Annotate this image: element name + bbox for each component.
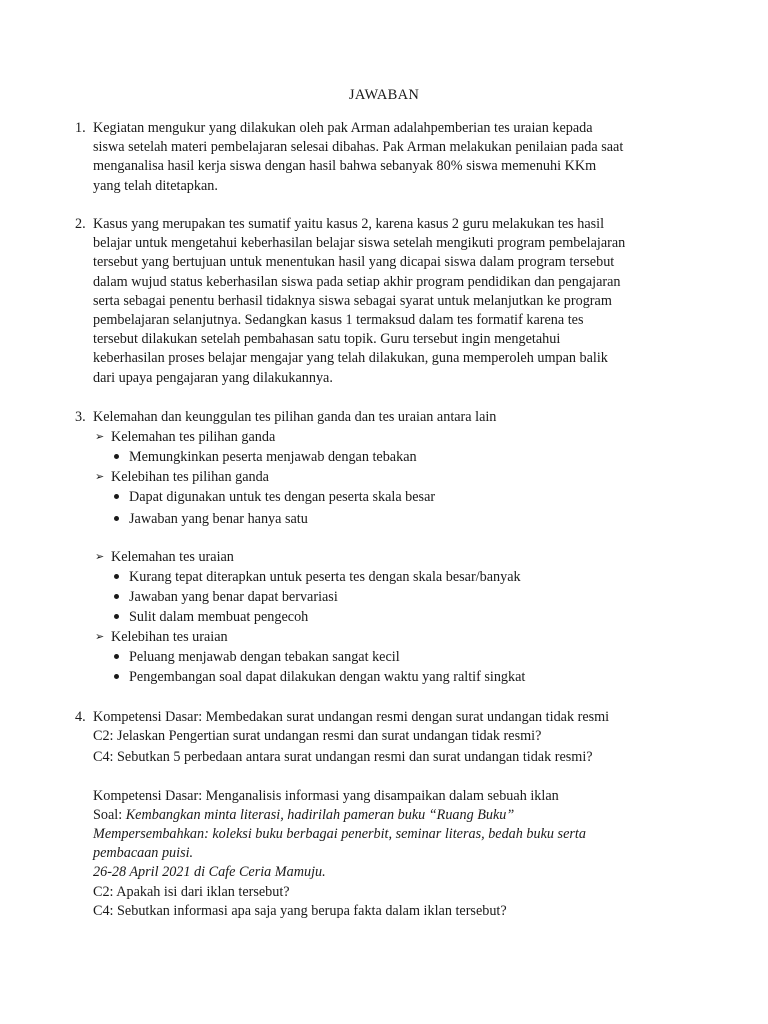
answer-number: 3.: [75, 409, 86, 425]
text-line: menganalisa hasil kerja siswa dengan hasil bahwa sebanyak 80% siswa memenuhi KKm: [93, 158, 597, 175]
subheading-essay-strength: [93, 627, 685, 647]
page-title: JAWABAN: [348, 87, 420, 103]
subheading-label: Kelemahan tes uraian: [111, 549, 234, 565]
arrow-bullet-icon: ➢: [95, 430, 105, 443]
text-line: belajar untuk mengetahui keberhasilan belajar siswa setelah mengikuti program pembelajaran: [93, 235, 626, 252]
list-item: Dapat digunakan untuk tes dengan peserta skala besar: [93, 487, 685, 507]
answer-number: 1.: [75, 120, 86, 136]
list-item: Jawaban yang benar hanya satu: [93, 509, 685, 529]
text-line: serta sebagai penentu berhasil tidaknya siswa sebagai syarat untuk melanjutkan ke program: [93, 292, 612, 309]
bullet-dot-icon: [114, 614, 119, 619]
text-line: pembelajaran selanjutnya. Sedangkan kasus 1 termaksud dalam tes formatif karena tes: [93, 312, 584, 329]
question-c4: C4: Sebutkan informasi apa saja yang berupa fakta dalam iklan tersebut?: [93, 902, 507, 919]
text-line: Kegiatan mengukur yang dilakukan oleh pak Arman adalahpemberian tes uraian kepada: [93, 120, 593, 136]
bullet-dot-icon: [114, 654, 119, 659]
text-line: siswa setelah materi pembelajaran selesai dibahas. Pak Arman melakukan penilaian pada saat: [93, 139, 624, 156]
subheading-mc-weakness: [93, 427, 685, 447]
italic-line: pembacaan puisi.: [93, 845, 194, 862]
text-line: yang telah ditetapkan.: [93, 177, 218, 194]
text-line: tersebut yang bertujuan untuk menentukan hasil yang dicapai siswa dalam program tersebut: [93, 254, 615, 271]
subheading-label: Kelebihan tes pilihan ganda: [111, 469, 269, 485]
subheading-essay-weakness: [93, 547, 685, 567]
answer-4: [75, 708, 685, 921]
answer-number: 2.: [75, 216, 86, 232]
answer-3: [75, 407, 685, 687]
subheading-mc-strength: [93, 467, 685, 487]
bullet-dot-icon: [114, 594, 119, 599]
soal-label: Soal:: [93, 806, 126, 823]
competency-line: Kompetensi Dasar: Membedakan surat undangan resmi dengan surat undangan tidak resmi: [93, 709, 610, 725]
text-line: dari upaya pengajaran yang dilakukannya.: [93, 369, 333, 386]
arrow-bullet-icon: ➢: [95, 470, 105, 483]
text-line: Kasus yang merupakan tes sumatif yaitu kasus 2, karena kasus 2 guru melakukan tes hasil: [93, 216, 605, 232]
answer-1: [75, 119, 685, 196]
list-item: Jawaban yang benar dapat bervariasi: [93, 587, 685, 607]
list-item: Peluang menjawab dengan tebakan sangat kecil: [93, 647, 685, 667]
list-item: Kurang tepat diterapkan untuk peserta tes dengan skala besar/banyak: [93, 567, 685, 587]
list-item: Memungkinkan peserta menjawab dengan tebakan: [93, 447, 685, 467]
italic-line: 26-28 April 2021 di Cafe Ceria Mamuju.: [93, 864, 326, 881]
bullet-dot-icon: [114, 674, 119, 679]
text-line: dalam wujud status keberhasilan siswa pada setiap akhir program pendidikan dan pengajaran: [93, 273, 621, 290]
italic-line: Mempersembahkan: koleksi buku berbagai penerbit, seminar literas, bedah buku serta: [93, 826, 586, 843]
text-line: tersebut dilakukan setelah pembahasan satu topik. Guru tersebut ingin mengetahui: [93, 331, 561, 348]
list-item: Pengembangan soal dapat dilakukan dengan waktu yang raltif singkat: [93, 667, 685, 687]
question-c4: C4: Sebutkan 5 perbedaan antara surat undangan resmi dan surat undangan tidak resmi?: [93, 749, 593, 766]
bullet-dot-icon: [114, 454, 119, 459]
competency-line: Kompetensi Dasar: Menganalisis informasi yang disampaikan dalam sebuah iklan: [93, 787, 559, 804]
soal-text: Kembangkan minta literasi, hadirilah pameran buku “Ruang Buku”: [125, 806, 515, 823]
soal-line: [93, 806, 685, 825]
bullet-dot-icon: [114, 494, 119, 499]
arrow-bullet-icon: ➢: [95, 550, 105, 563]
bullet-dot-icon: [114, 574, 119, 579]
question-c2: C2: Apakah isi dari iklan tersebut?: [93, 883, 290, 900]
subheading-label: Kelebihan tes uraian: [111, 629, 228, 645]
answer-number: 4.: [75, 709, 86, 725]
bullet-dot-icon: [114, 516, 119, 521]
subheading-label: Kelemahan tes pilihan ganda: [111, 429, 276, 445]
text-line: keberhasilan proses belajar mengajar yang telah dilakukan, guna memperoleh umpan balik: [93, 350, 608, 367]
answer-2: [75, 215, 685, 388]
question-c2: C2: Jelaskan Pengertian surat undangan resmi dan surat undangan tidak resmi?: [93, 728, 542, 745]
list-item: Sulit dalam membuat pengecoh: [93, 607, 685, 627]
intro-line: Kelemahan dan keunggulan tes pilihan ganda dan tes uraian antara lain: [93, 409, 497, 425]
arrow-bullet-icon: ➢: [95, 630, 105, 643]
